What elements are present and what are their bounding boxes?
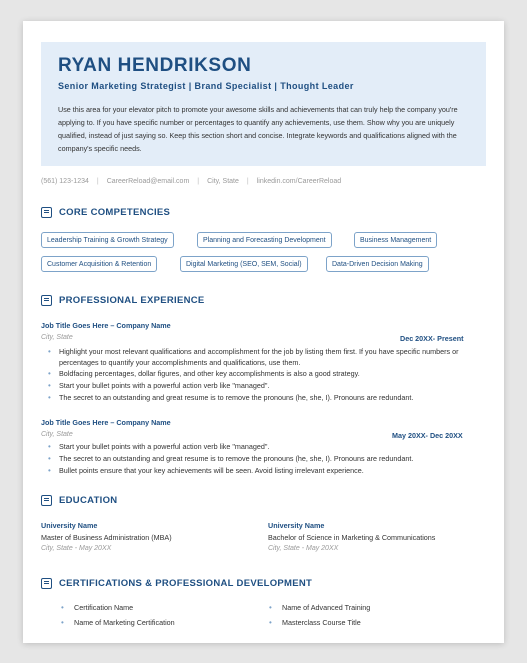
resume-page — [23, 21, 504, 643]
certification-item: • Masterclass Course Title — [282, 618, 361, 627]
job-title: Job Title Goes Here – Company Name — [41, 321, 171, 330]
section-title: CERTIFICATIONS & PROFESSIONAL DEVELOPMENT — [59, 578, 313, 589]
competency-tag: Customer Acquisition & Retention — [41, 256, 157, 272]
job-location: City, State — [41, 334, 73, 341]
contact-linkedin: linkedin.com/CareerReload — [256, 178, 342, 185]
job-bullet: • The secret to an outstanding and great resume is to remove the pronouns (he, she, I). Pronouns are redundant. — [59, 392, 479, 403]
school-location: City, State - May 20XX — [41, 545, 112, 552]
job-location: City, State — [41, 431, 73, 438]
lock-icon — [41, 207, 52, 218]
graduation-cap-icon — [41, 495, 52, 506]
job-bullet: • Start your bullet points with a powerful action verb like "managed". — [59, 380, 479, 391]
contact-phone: (561) 123-1234 — [41, 178, 89, 185]
competency-tag: Leadership Training & Growth Strategy — [41, 232, 174, 248]
contact-location: City, State — [207, 178, 239, 185]
contact-line — [41, 178, 341, 185]
competency-tag: Business Management — [354, 232, 437, 248]
job-bullet: • Boldfacing percentages, dollar figures, and other key accomplishments is also a good strategy. — [59, 368, 479, 379]
competency-tag: Data-Driven Decision Making — [326, 256, 429, 272]
summary-paragraph: Use this area for your elevator pitch to promote your awesome skills and achievements that can truly help the company you're applying to. If you have specific number or percentages to quantify any achievements, use them. Show why you are uniquely qualified, instead of just saying so. Keep this section short and concise. Integrate keywords and qualifications aligned with the company's specific needs. — [58, 105, 458, 153]
briefcase-icon — [41, 295, 52, 306]
section-title: CORE COMPETENCIES — [59, 207, 171, 218]
school-degree: Master of Business Administration (MBA) — [41, 533, 172, 542]
resume-header — [41, 42, 486, 166]
candidate-name: RYAN HENDRIKSON — [58, 55, 252, 76]
job-title: Job Title Goes Here – Company Name — [41, 418, 171, 427]
school-name: University Name — [41, 521, 98, 530]
certificate-icon — [41, 578, 52, 589]
certification-item: • Certification Name — [74, 603, 133, 612]
job-bullet: • Start your bullet points with a powerful action verb like "managed". — [59, 441, 479, 452]
certification-item: • Name of Marketing Certification — [74, 618, 175, 627]
certification-item: • Name of Advanced Training — [282, 603, 370, 612]
school-name: University Name — [268, 521, 325, 530]
contact-separator: | — [246, 178, 249, 185]
contact-separator: | — [96, 178, 99, 185]
candidate-subtitle: Senior Marketing Strategist | Brand Specialist | Thought Leader — [58, 81, 354, 91]
competency-tag: Digital Marketing (SEO, SEM, Social) — [180, 256, 308, 272]
job-bullet: • Bullet points ensure that your key achievements will be seen. Avoid listing irrelevant experience. — [59, 465, 479, 476]
section-title: PROFESSIONAL EXPERIENCE — [59, 295, 205, 306]
job-bullet: • Highlight your most relevant qualifications and accomplishment for the job by listing them first. If you have specific numbers or percentages to quantify your accomplishments and qualifications, use them. — [59, 346, 479, 368]
contact-separator: | — [197, 178, 200, 185]
competency-tag: Planning and Forecasting Development — [197, 232, 332, 248]
school-location: City, State - May 20XX — [268, 545, 339, 552]
job-bullet: • The secret to an outstanding and great resume is to remove the pronouns (he, she, I). Pronouns are redundant. — [59, 453, 479, 464]
section-title: EDUCATION — [59, 495, 118, 506]
school-degree: Bachelor of Science in Marketing & Communications — [268, 533, 436, 542]
job-dates: Dec 20XX- Present — [400, 334, 464, 343]
job-dates: May 20XX- Dec 20XX — [392, 431, 463, 440]
contact-email: CareerReload@email.com — [106, 178, 190, 185]
